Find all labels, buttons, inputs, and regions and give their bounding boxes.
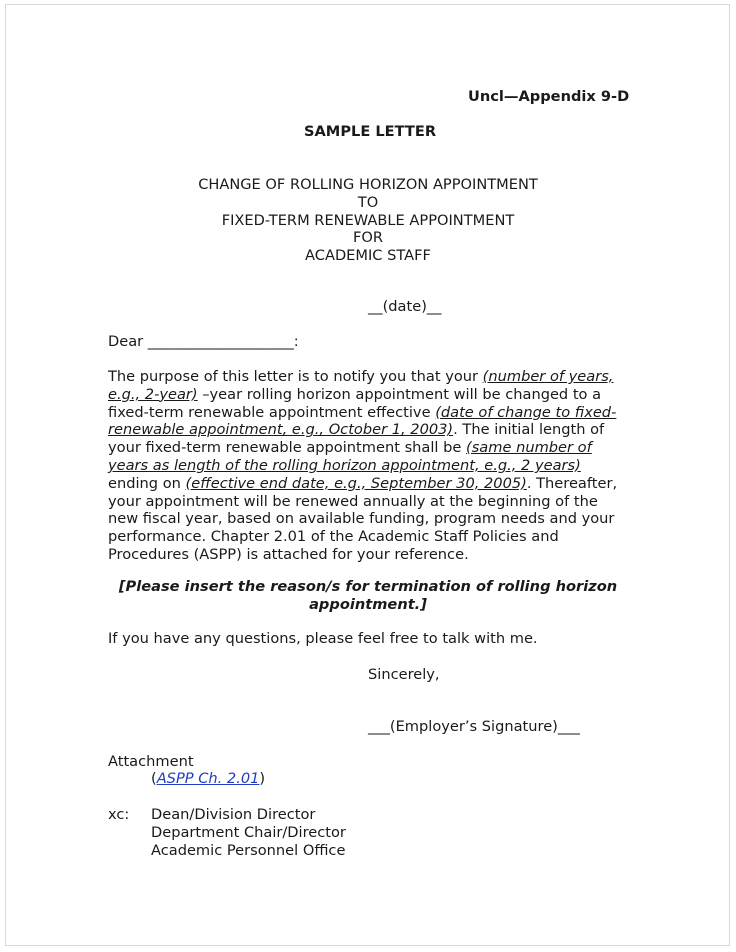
letter-title	[168, 176, 568, 265]
placeholder-field: renewable appointment, e.g., October 1, 2003)	[108, 421, 454, 439]
placeholder-field: (effective end date, e.g., September 30, 2005)	[185, 474, 527, 492]
date-placeholder: __(date)__	[368, 298, 442, 315]
questions-text: If you have any questions, please feel free to talk with me.	[108, 630, 538, 647]
body-line: Procedures (ASPP) is attached for your reference.	[108, 545, 469, 563]
appendix-label: Uncl—Appendix 9-D	[468, 88, 630, 105]
placeholder-field: (date of change to fixed-	[435, 403, 617, 421]
closing: Sincerely,	[368, 666, 440, 683]
attachment-item: (ASPP Ch. 2.01)	[151, 770, 266, 787]
placeholder-field: (same number of	[466, 439, 592, 457]
xc-recipient: Academic Personnel Office	[151, 841, 346, 859]
xc-recipient: Dean/Division Director	[151, 806, 316, 823]
xc-recipient: Department Chair/Director	[151, 823, 346, 841]
body-line: performance. Chapter 2.01 of the Academic Staff Policies and	[108, 528, 559, 546]
reason-line: appointment.]	[309, 595, 427, 613]
title-line: TO	[357, 193, 379, 211]
attachment-label: Attachment	[108, 753, 194, 770]
body-line	[108, 457, 617, 475]
body-line: e.g., 2-year) –year rolling horizon appointment will be changed to a	[108, 385, 602, 403]
letter-heading: SAMPLE LETTER	[304, 123, 437, 140]
reason-line: [Please insert the reason/s for termination of rolling horizon	[118, 578, 618, 595]
body-line: new fiscal year, based on available funding, program needs and your	[108, 510, 615, 528]
signature-line: ___(Employer’s Signature)___	[368, 718, 580, 735]
salutation: Dear ____________________:	[108, 333, 299, 350]
body-line: your fixed-term renewable appointment shall be (same number of	[108, 439, 592, 457]
title-line: FIXED-TERM RENEWABLE APPOINTMENT	[221, 211, 515, 229]
body-paragraph	[108, 368, 617, 564]
title-line: FOR	[352, 229, 384, 247]
placeholder-field: (number of years,	[482, 368, 614, 385]
reason-instruction	[108, 578, 628, 614]
xc-label: xc:	[108, 806, 130, 823]
aspp-link[interactable]: ASPP Ch. 2.01	[156, 770, 260, 787]
body-line: ending on (effective end date, e.g., September 30, 2005). Thereafter,	[108, 474, 618, 492]
title-line: CHANGE OF ROLLING HORIZON APPOINTMENT	[198, 176, 538, 193]
body-line: renewable appointment, e.g., October 1, 2003). The initial length of	[108, 421, 605, 439]
placeholder-field: years as length of the rolling horizon appointment, e.g., 2 years)	[108, 456, 581, 474]
xc-recipients	[151, 806, 346, 859]
body-line: fixed-term renewable appointment effective (date of change to fixed-	[108, 403, 617, 421]
body-line: your appointment will be renewed annually at the beginning of the	[108, 492, 598, 510]
body-line: The purpose of this letter is to notify you that your (number of years,	[108, 368, 614, 385]
placeholder-field: e.g., 2-year)	[108, 385, 198, 403]
title-line: ACADEMIC STAFF	[305, 247, 431, 265]
